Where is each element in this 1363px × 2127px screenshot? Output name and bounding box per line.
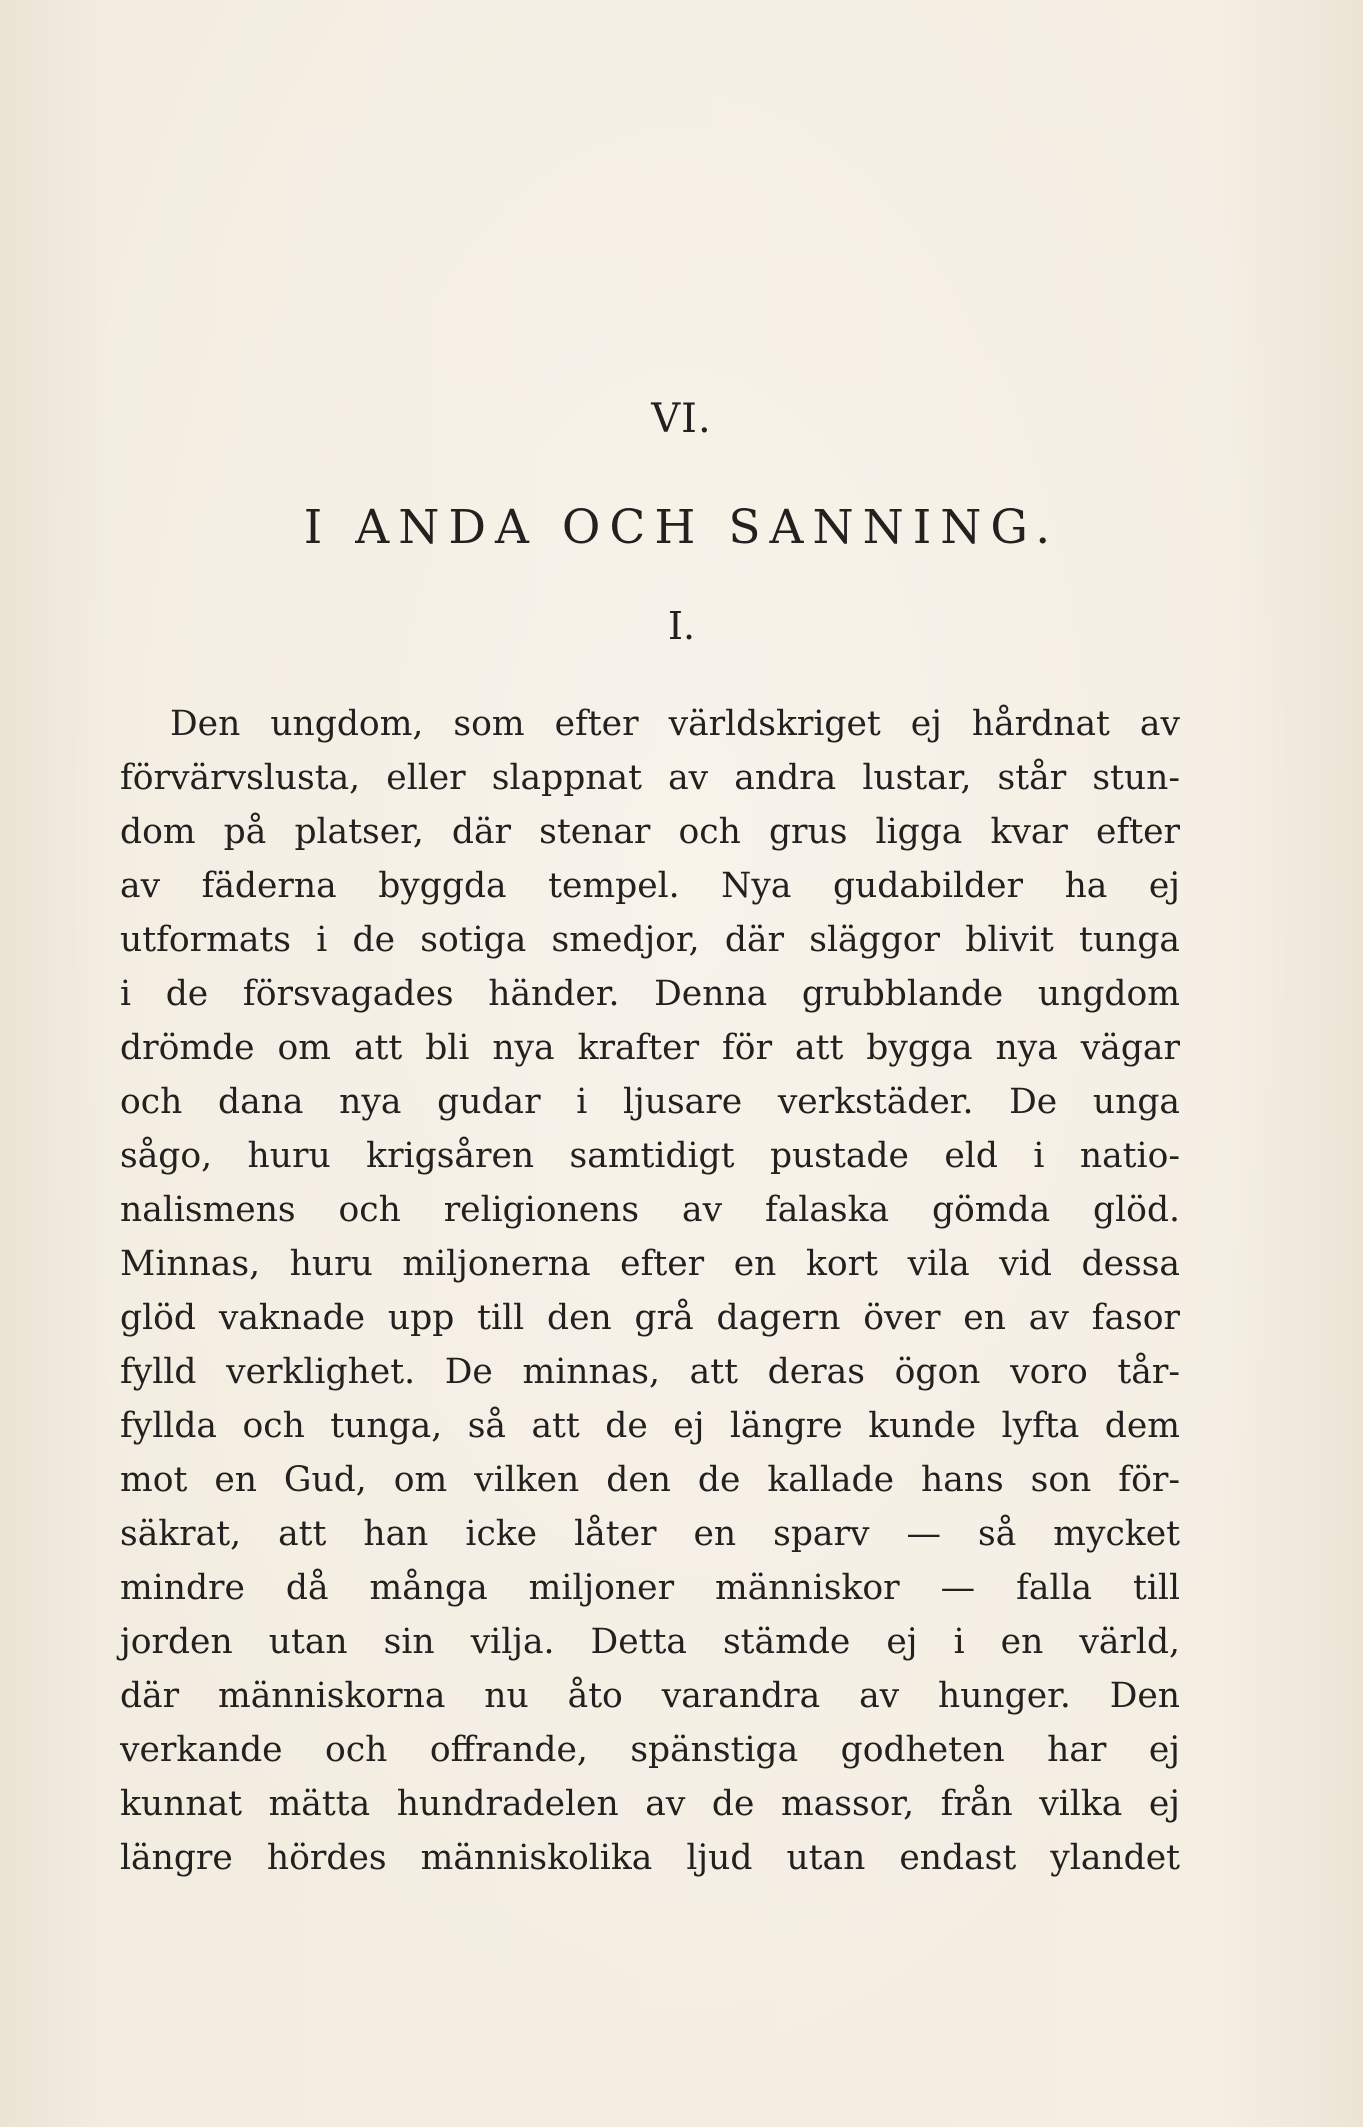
text-line: där människorna nu åto varandra av hunger. Den (120, 1676, 1180, 1716)
text-line: och dana nya gudar i ljusare verkstäder. De unga (120, 1082, 1180, 1122)
text-line: drömde om att bli nya krafter för att bygga nya vägar (120, 1028, 1180, 1068)
text-line: utformats i de sotiga smedjor, där släggor blivit tunga (120, 920, 1180, 960)
text-line: förvärvslusta, eller slappnat av andra lustar, står stun- (120, 758, 1180, 798)
text-line: glöd vaknade upp till den grå dagern över en av fasor (120, 1298, 1180, 1338)
text-line: säkrat, att han icke låter en sparv — så mycket (120, 1514, 1180, 1554)
text-line: nalismens och religionens av falaska gömda glöd. (120, 1190, 1180, 1230)
text-line: Minnas, huru miljonerna efter en kort vila vid dessa (120, 1244, 1180, 1284)
text-line: av fäderna byggda tempel. Nya gudabilder ha ej (120, 866, 1180, 906)
chapter-title: I ANDA OCH SANNING. (303, 500, 1060, 555)
chapter-number: VI. (651, 396, 712, 442)
text-line: mot en Gud, om vilken den de kallade hans son för- (120, 1460, 1180, 1500)
text-line: i de försvagades händer. Denna grubblande ungdom (120, 974, 1180, 1014)
text-line: fylld verklighet. De minnas, att deras ögon voro tår- (120, 1352, 1180, 1392)
text-line: fyllda och tunga, så att de ej längre kunde lyfta dem (120, 1406, 1180, 1446)
text-line: dom på platser, där stenar och grus ligga kvar efter (120, 812, 1180, 852)
text-line: Den ungdom, som efter världskriget ej hårdnat av (170, 704, 1180, 744)
text-line: sågo, huru krigsåren samtidigt pustade eld i natio- (120, 1136, 1180, 1176)
section-number: I. (667, 604, 696, 648)
text-line: mindre då många miljoner människor — falla till (120, 1568, 1180, 1608)
text-line: verkande och offrande, spänstiga godheten har ej (120, 1730, 1180, 1770)
text-line: längre hördes människolika ljud utan endast ylandet (120, 1838, 1180, 1878)
body-paragraph (120, 697, 1180, 1885)
text-line: kunnat mätta hundradelen av de massor, från vilka ej (120, 1784, 1180, 1824)
text-line: jorden utan sin vilja. Detta stämde ej i en värld, (120, 1622, 1180, 1662)
